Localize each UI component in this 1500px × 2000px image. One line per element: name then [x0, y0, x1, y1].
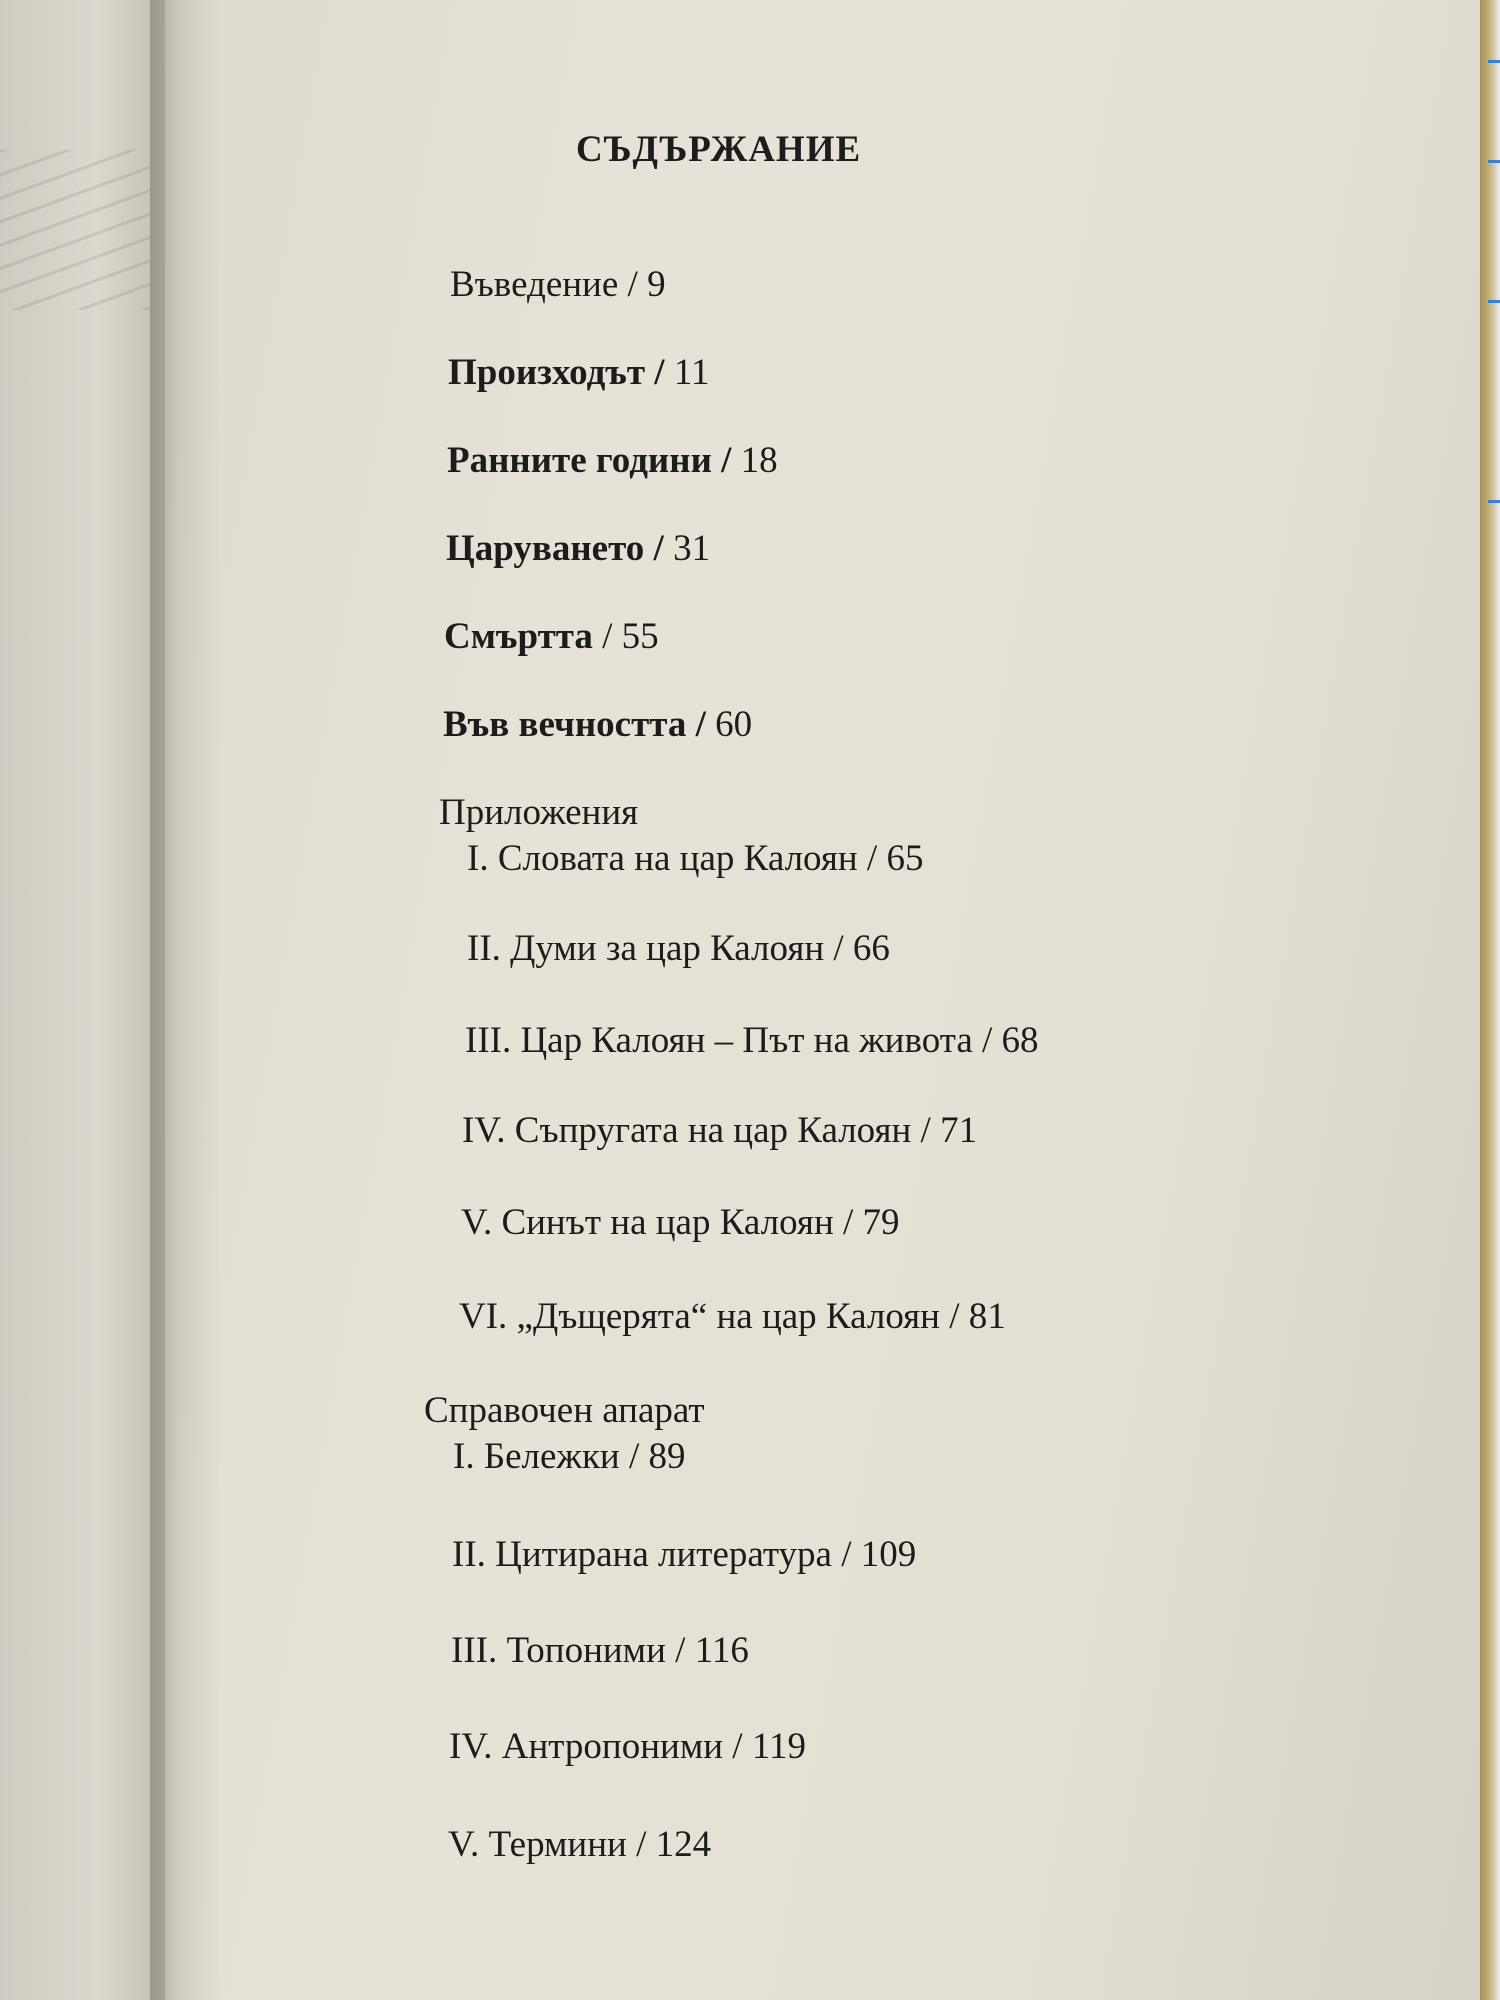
entry-page: 116 [694, 1630, 749, 1671]
entry-page: 89 [648, 1436, 686, 1477]
entry-separator: / [831, 1534, 861, 1575]
entry-page: 79 [862, 1202, 900, 1243]
entry-label: Във вечността [443, 704, 687, 745]
entry-page: 68 [1001, 1020, 1039, 1061]
entry-separator: / [592, 616, 622, 657]
entry-page: 124 [655, 1824, 712, 1865]
entry-page: 31 [673, 528, 711, 569]
entry-separator: / [619, 1436, 649, 1477]
entry-page: 119 [751, 1726, 806, 1767]
toc-title: СЪДЪРЖАНИЕ [576, 129, 862, 170]
entry-separator: / [665, 1630, 695, 1671]
appendix-entry [467, 840, 923, 877]
entry-page: 9 [647, 264, 666, 305]
entry-label: I. Словата на цар Калоян [467, 838, 858, 879]
appendix-entry [462, 1112, 977, 1149]
appendix-entry [459, 1298, 1006, 1335]
entry-page: 66 [852, 928, 890, 969]
reference-entry [451, 1632, 749, 1669]
entry-label: V. Термини [448, 1824, 627, 1865]
entry-label: I. Бележки [453, 1436, 620, 1477]
entry-label: VI. „Дъщерята“ на цар Калоян [459, 1296, 940, 1337]
entry-separator: / [911, 1110, 941, 1151]
entry-separator: / [618, 264, 648, 305]
entry-label: Царуването [446, 528, 645, 569]
reference-entry [448, 1826, 711, 1863]
entry-page: 11 [673, 352, 710, 393]
entry-label: II. Думи за цар Калоян [467, 928, 825, 969]
entry-separator: / [723, 1726, 752, 1767]
entry-separator: / [626, 1824, 656, 1865]
reference-entry [453, 1438, 686, 1475]
toc-entry-introduction [450, 266, 666, 303]
appendix-entry [461, 1204, 900, 1241]
entry-page: 18 [740, 440, 778, 481]
toc-entry-death [444, 618, 659, 655]
appendix-entry [465, 1022, 1039, 1059]
entry-label: IV. Съпругата на цар Калоян [462, 1110, 912, 1151]
entry-separator: / [833, 1202, 863, 1243]
entry-page: 109 [860, 1534, 917, 1575]
toc-entry-origin [448, 354, 709, 391]
toc-entry-early-years [447, 442, 778, 479]
entry-label: Ранните години [447, 440, 712, 481]
toc-entry-reign [446, 530, 710, 567]
entry-label: III. Топоними [451, 1630, 666, 1671]
entry-page: 81 [968, 1296, 1006, 1337]
reference-entry [452, 1536, 916, 1573]
appendix-entry [467, 930, 890, 967]
entry-label: Произходът [448, 352, 646, 393]
entry-page: 60 [715, 704, 753, 745]
entry-separator: / [939, 1296, 969, 1337]
reference-heading: Справочен апарат [424, 1390, 705, 1431]
entry-label: V. Синът на цар Калоян [461, 1202, 834, 1243]
entry-page: 65 [886, 838, 924, 879]
entry-page: 71 [940, 1110, 978, 1151]
entry-label: II. Цитирана литература [452, 1534, 832, 1575]
entry-label: Въведение [450, 264, 619, 305]
reference-entry [449, 1728, 806, 1765]
entry-separator: / [644, 528, 674, 569]
entry-separator: / [711, 440, 741, 481]
entry-page: 55 [621, 616, 659, 657]
entry-separator: / [972, 1020, 1002, 1061]
entry-separator: / [824, 928, 853, 969]
entry-label: Смъртта [444, 616, 593, 657]
entry-label: III. Цар Калоян – Път на живота [465, 1020, 973, 1061]
entry-label: IV. Антропоними [449, 1726, 724, 1767]
appendices-heading: Приложения [439, 792, 639, 833]
entry-separator: / [645, 352, 674, 393]
toc-entry-eternity [443, 706, 752, 743]
entry-separator: / [686, 704, 716, 745]
entry-separator: / [857, 838, 887, 879]
